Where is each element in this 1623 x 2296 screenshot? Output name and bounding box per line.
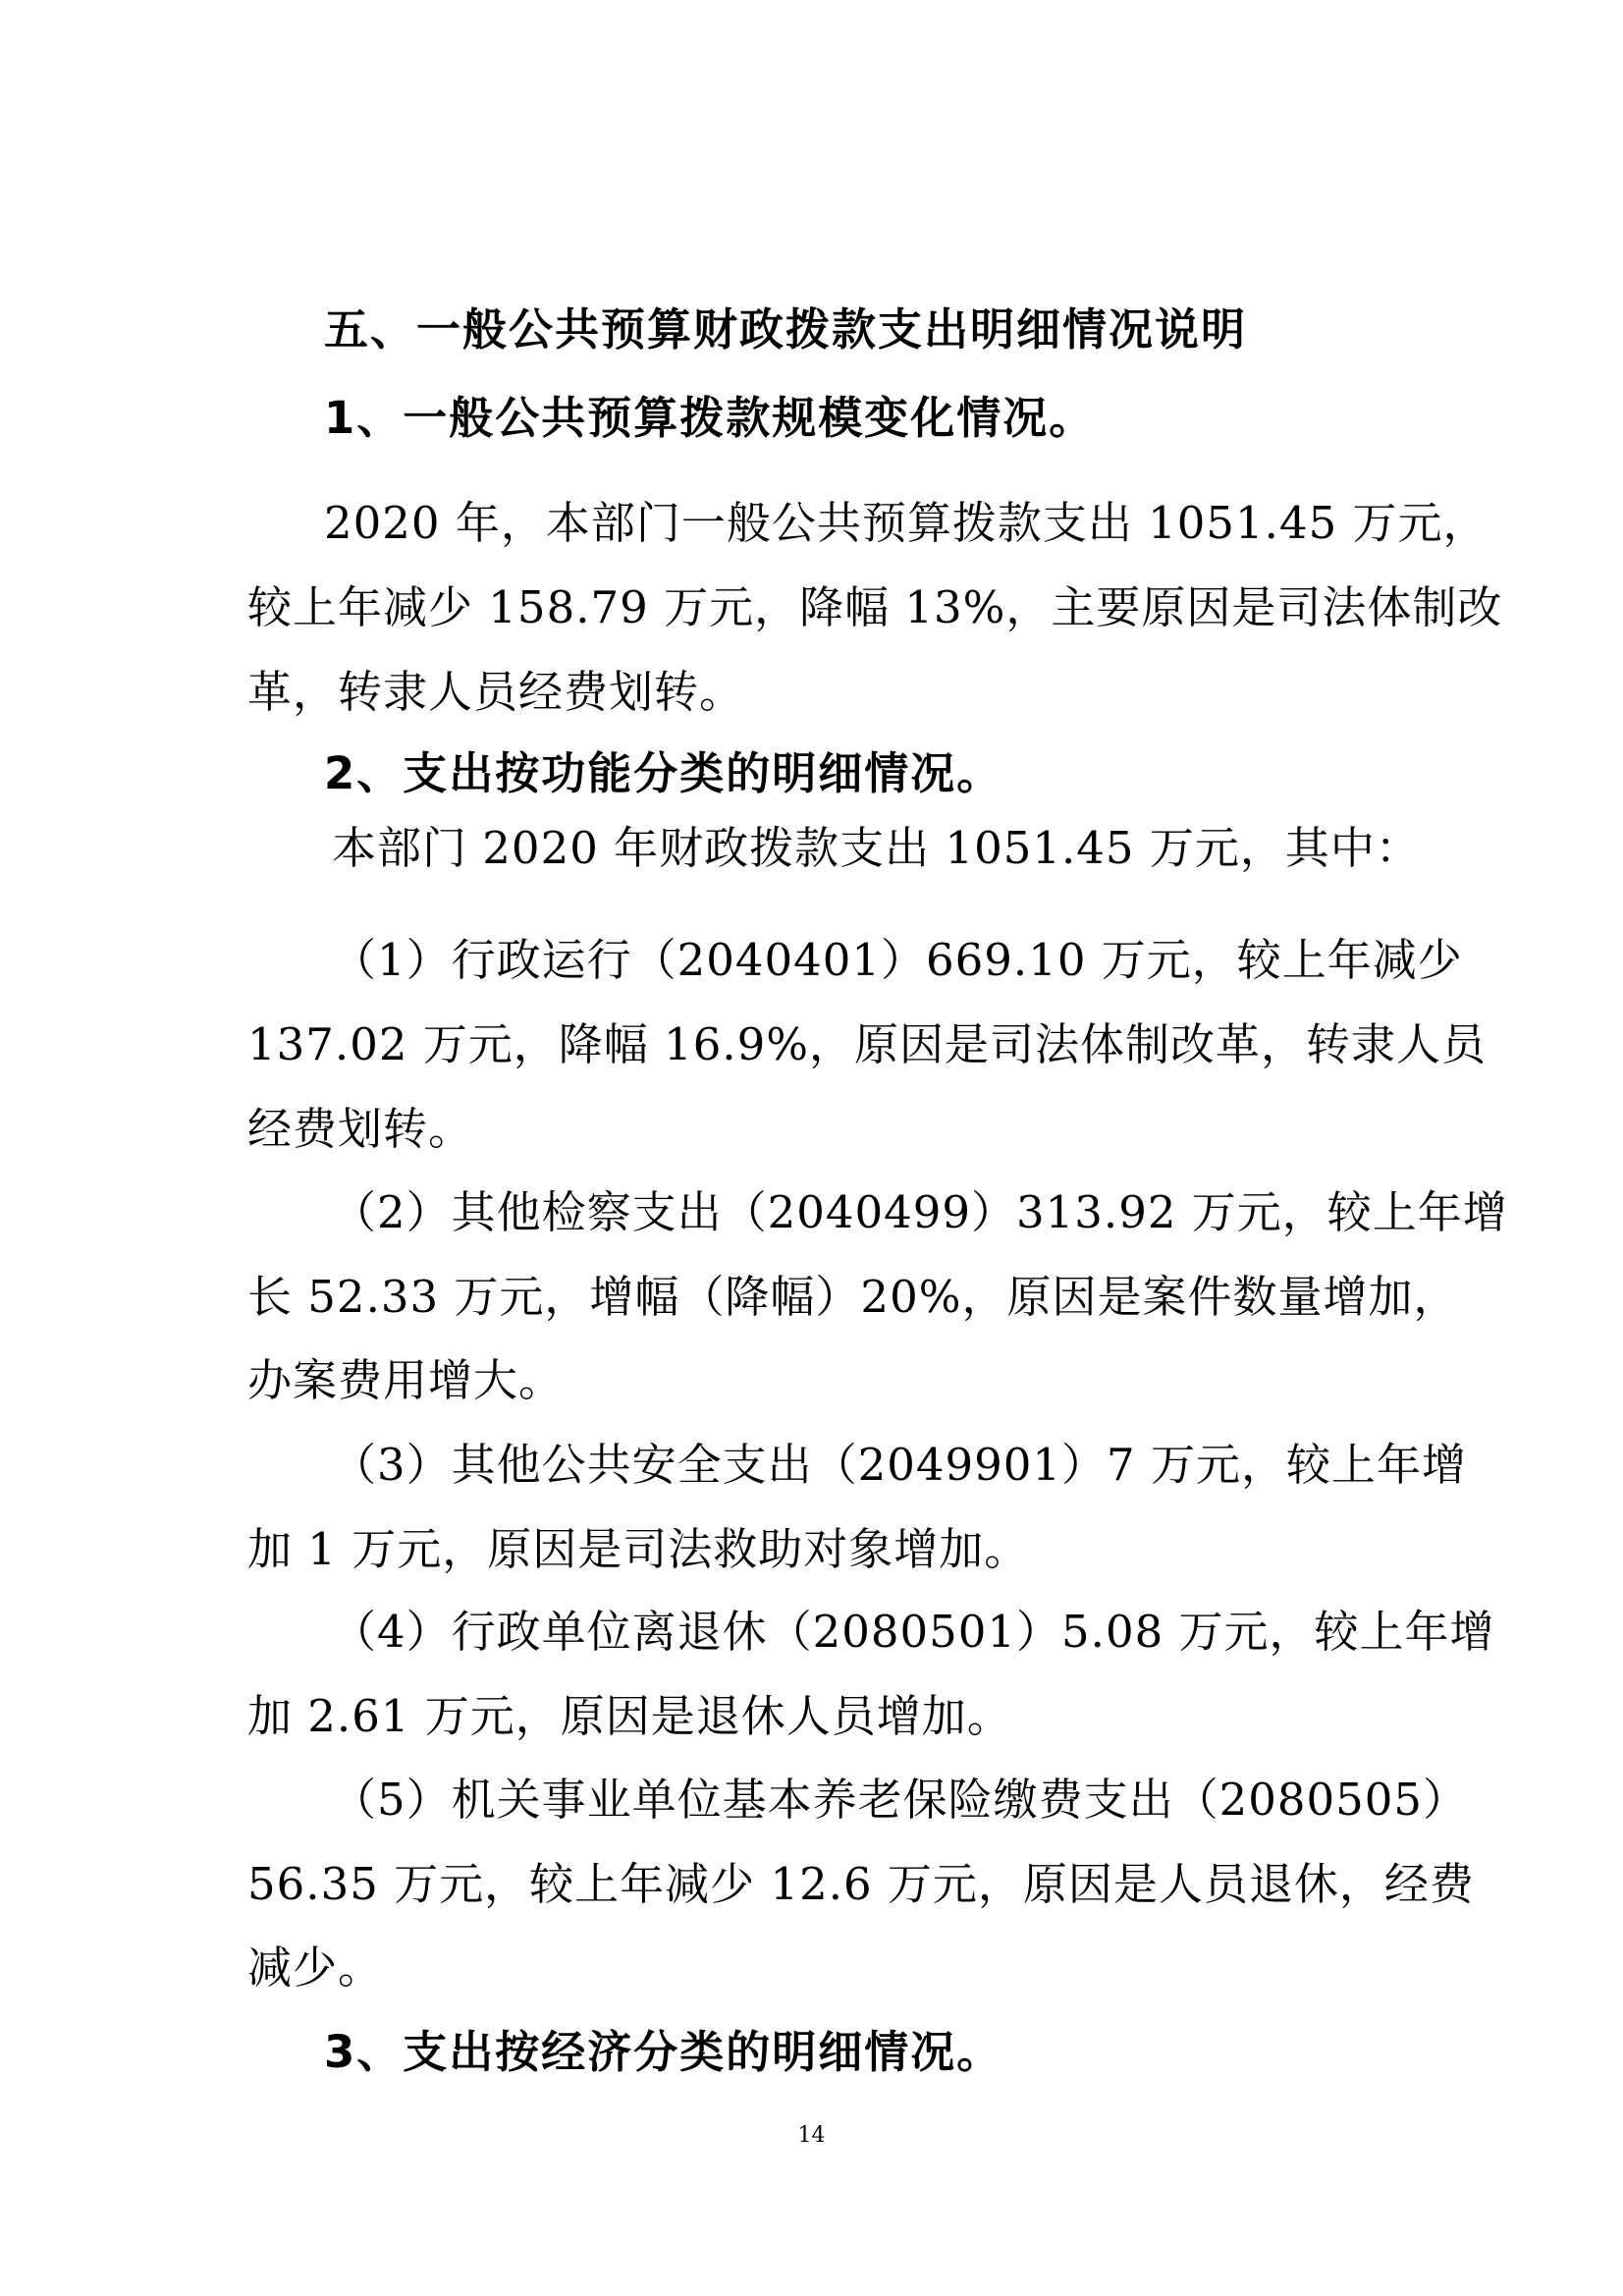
list-item-line: （4）行政单位离退休（2080501）5.08 万元，较上年增 <box>332 1606 1495 1658</box>
list-item-line: 加 2.61 万元，原因是退休人员增加。 <box>247 1690 1012 1742</box>
list-item-line: 经费划转。 <box>247 1103 474 1155</box>
list-item-line: 办案费用增大。 <box>247 1354 565 1406</box>
list-item-line: （5）机关事业单位基本养老保险缴费支出（2080505） <box>332 1774 1469 1826</box>
list-item-line: 137.02 万元，降幅 16.9%，原因是司法体制改革，转隶人员 <box>247 1018 1488 1070</box>
subsection-1-heading: 1、一般公共预算拨款规模变化情况。 <box>324 392 1096 444</box>
list-item-line: 减少。 <box>247 1941 384 1994</box>
subsection-3-heading: 3、支出按经济分类的明细情况。 <box>324 2026 1003 2078</box>
subsection-2-heading: 2、支出按功能分类的明细情况。 <box>324 747 1003 799</box>
list-item-line: （1）行政运行（2040401）669.10 万元，较上年减少 <box>332 934 1463 986</box>
list-item-line: 56.35 万元，较上年减少 12.6 万元，原因是人员退休，经费 <box>247 1858 1475 1910</box>
section-title: 五、一般公共预算财政拨款支出明细情况说明 <box>324 303 1248 355</box>
list-item-line: 长 52.33 万元，增幅（降幅）20%，原因是案件数量增加， <box>247 1271 1459 1323</box>
list-item-line: （3）其他公共安全支出（2049901）7 万元，较上年增 <box>332 1439 1467 1491</box>
subsection-1-paragraph-line: 较上年减少 158.79 万元，降幅 13%，主要原因是司法体制改 <box>247 581 1503 633</box>
list-item-line: （2）其他检察支出（2040499）313.92 万元，较上年增 <box>332 1186 1508 1238</box>
page-number: 14 <box>797 2123 826 2148</box>
subsection-1-paragraph-line: 革，转隶人员经费划转。 <box>247 666 745 718</box>
list-item-line: 加 1 万元，原因是司法救助对象增加。 <box>247 1523 1030 1575</box>
subsection-1-paragraph-line: 2020 年，本部门一般公共预算拨款支出 1051.45 万元， <box>324 497 1488 549</box>
subsection-2-intro: 本部门 2020 年财政拨款支出 1051.45 万元，其中： <box>332 822 1421 874</box>
